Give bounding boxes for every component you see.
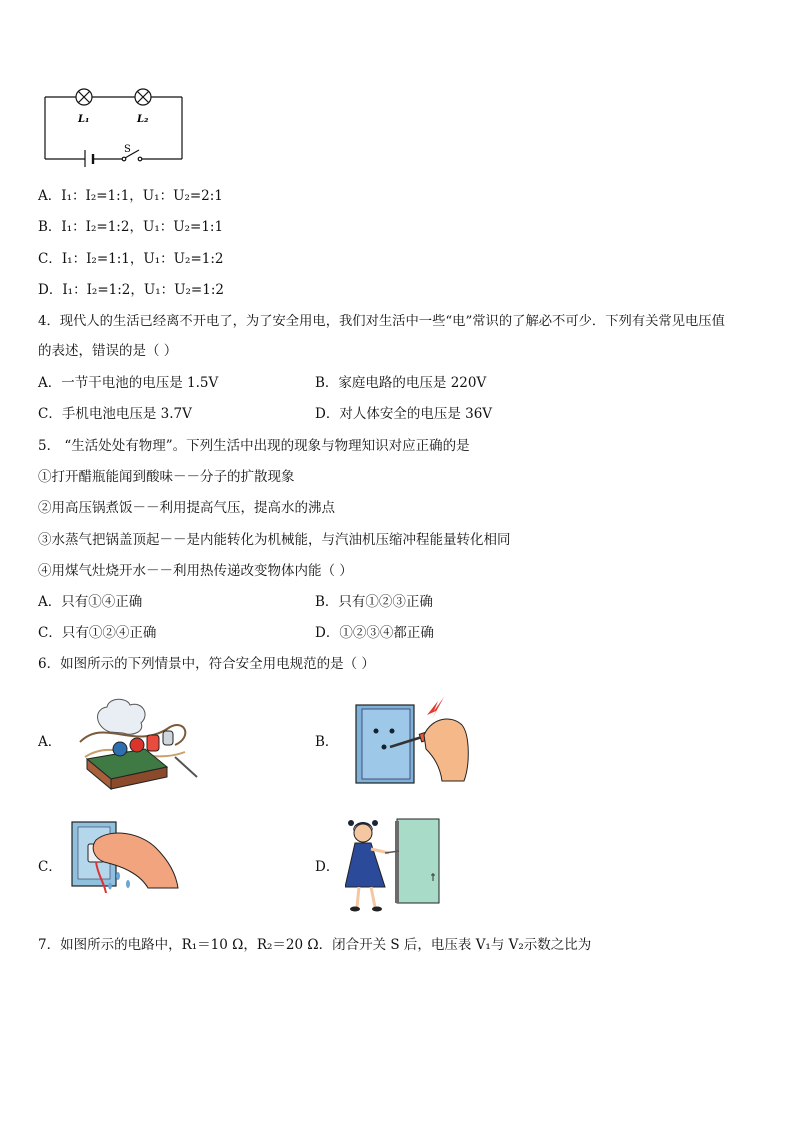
girl-electroscope-pen-illustration[interactable] [345, 815, 445, 915]
q7-stem: 7．如图所示的电路中，R₁＝10 Ω，R₂＝20 Ω．闭合开关 S 后，电压表 V₁与 V₂示数之比为 [38, 937, 592, 953]
q5-item-1: ①打开醋瓶能闻到酸味－－分子的扩散现象 [38, 469, 295, 485]
q4-stem-line1: 4．现代人的生活已经离不开电了，为了安全用电，我们对生活中一些“电”常识的了解必不可少．下列有关常见电压值 [38, 314, 725, 329]
q3-option-a[interactable]: A．I₁：I₂=1:1，U₁：U₂=2:1 [38, 188, 223, 204]
q5-option-a[interactable]: A．只有①④正确 [38, 594, 143, 610]
switch-label: S [124, 144, 131, 155]
battery-icon [85, 150, 93, 167]
q3-option-c[interactable]: C．I₁：I₂=1:1，U₁：U₂=1:2 [38, 251, 224, 267]
q5-item-4: ④用煤气灶烧开水－－利用热传递改变物体内能（ ） [38, 563, 353, 579]
q4-option-b[interactable]: B．家庭电路的电压是 220V [315, 375, 487, 391]
lamp-2-icon [135, 89, 151, 105]
q3-option-b[interactable]: B．I₁：I₂=1:2，U₁：U₂=1:1 [38, 219, 224, 235]
q6-option-a-label[interactable]: A． [38, 734, 62, 750]
q5-item-2: ②用高压锅煮饭－－利用提高气压，提高水的沸点 [38, 500, 335, 516]
q4-option-a[interactable]: A．一节干电池的电压是 1.5V [38, 375, 219, 391]
q3-option-d[interactable]: D．I₁：I₂=1:2，U₁：U₂=1:2 [38, 282, 224, 298]
q6-option-d-label[interactable]: D． [315, 859, 340, 875]
q5-option-b[interactable]: B．只有①②③正确 [315, 594, 433, 610]
q5-stem: 5． “生活处处有物理”。下列生活中出现的现象与物理知识对应正确的是 [38, 438, 470, 454]
q4-stem-line2: 的表述，错误的是（ ） [38, 343, 178, 359]
q6-stem: 6．如图所示的下列情景中，符合安全用电规范的是（ ） [38, 656, 375, 672]
q6-option-b-label[interactable]: B． [315, 734, 339, 750]
q4-option-d[interactable]: D．对人体安全的电压是 36V [315, 406, 493, 422]
lamp-1-label: L₁ [78, 114, 90, 125]
q5-option-c[interactable]: C．只有①②④正确 [38, 625, 157, 641]
wet-hand-plug-illustration[interactable] [70, 818, 180, 893]
lamp-1-icon [76, 89, 92, 105]
q5-item-3: ③水蒸气把锅盖顶起－－是内能转化为机械能，与汽油机压缩冲程能量转化相同 [38, 532, 511, 548]
overloaded-power-strip-illustration[interactable] [75, 697, 200, 792]
q4-option-c[interactable]: C．手机电池电压是 3.7V [38, 406, 192, 422]
lamp-2-label: L₂ [137, 114, 149, 125]
screwdriver-in-socket-illustration[interactable] [352, 695, 472, 785]
q6-option-c-label[interactable]: C． [38, 859, 62, 875]
q5-option-d[interactable]: D．①②③④都正确 [315, 625, 434, 641]
series-circuit-diagram [40, 82, 190, 167]
